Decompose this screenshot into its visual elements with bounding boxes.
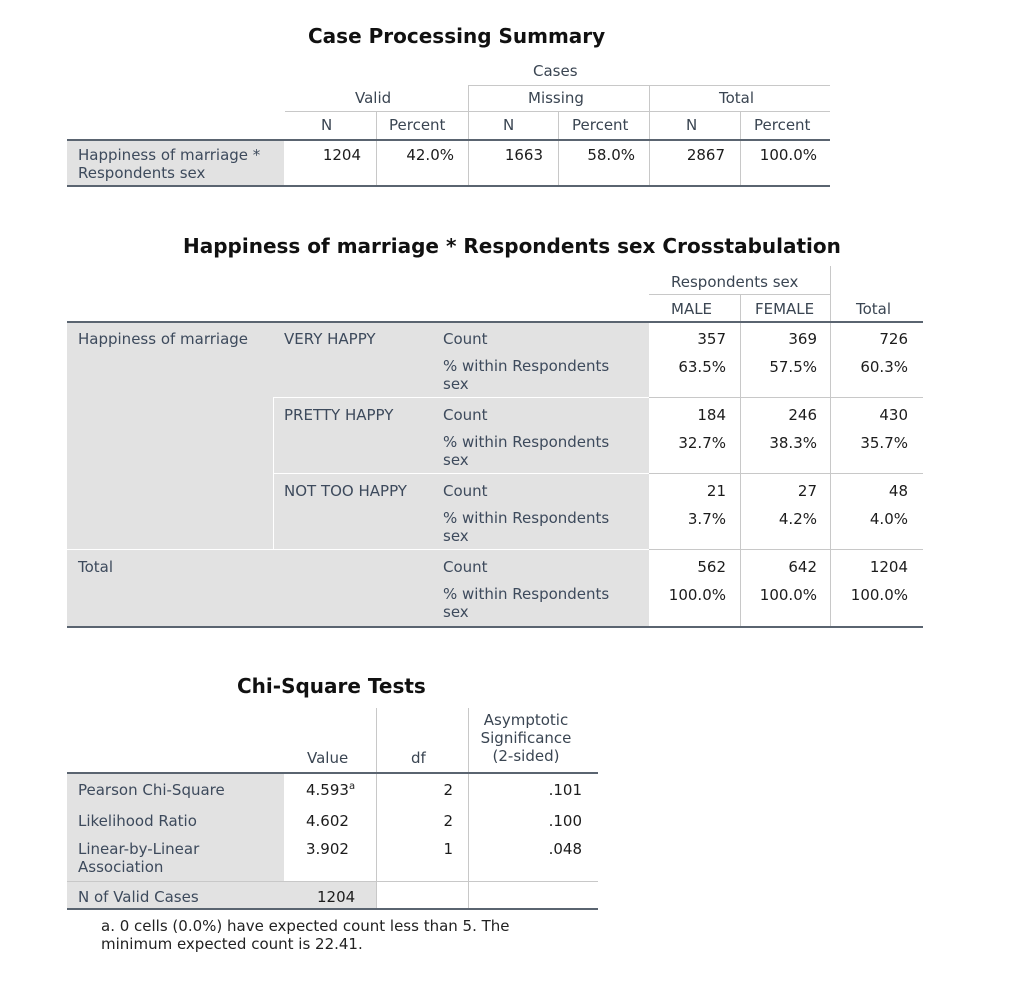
count-male: 21 bbox=[706, 482, 726, 500]
count-total: 1204 bbox=[869, 558, 908, 576]
missing-header: Missing bbox=[528, 89, 584, 107]
valid-percent-value: 42.0% bbox=[406, 146, 454, 164]
footnote-marker: a bbox=[348, 781, 356, 792]
count-label: Count bbox=[443, 330, 488, 348]
total-percent-value: 100.0% bbox=[759, 146, 817, 164]
count-male: 357 bbox=[697, 330, 726, 348]
chi-value: 3.902 bbox=[306, 840, 349, 858]
pct-total: 4.0% bbox=[869, 510, 908, 528]
count-total: 430 bbox=[879, 406, 908, 424]
col-divider bbox=[558, 111, 559, 139]
chi-df: 2 bbox=[443, 781, 453, 799]
count-female: 369 bbox=[788, 330, 817, 348]
cat-not-too-happy: NOT TOO HAPPY bbox=[284, 482, 407, 500]
group-divider-left bbox=[273, 473, 649, 474]
col-divider bbox=[649, 85, 650, 139]
cases-header: Cases bbox=[533, 62, 578, 80]
pct-label: % within Respondents sex bbox=[443, 585, 610, 621]
count-label: Count bbox=[443, 482, 488, 500]
col-divider bbox=[740, 111, 741, 139]
pct-female: 38.3% bbox=[769, 434, 817, 452]
chi-row-label: Pearson Chi-Square bbox=[78, 781, 225, 799]
count-total: 726 bbox=[879, 330, 908, 348]
count-male: 184 bbox=[697, 406, 726, 424]
count-female: 642 bbox=[788, 558, 817, 576]
cat-pretty-happy: PRETTY HAPPY bbox=[284, 406, 394, 424]
case-summary-row-label: Happiness of marriage * Respondents sex bbox=[78, 146, 261, 182]
chi-sig: .048 bbox=[548, 840, 582, 858]
pct-female: 57.5% bbox=[769, 358, 817, 376]
chi-value: 4.602 bbox=[306, 812, 349, 830]
total-group-label: Total bbox=[78, 558, 114, 576]
crosstab-title: Happiness of marriage * Respondents sex Crosstabulation bbox=[183, 234, 841, 258]
pct-label: % within Respondents sex bbox=[443, 357, 610, 393]
total-percent-header: Percent bbox=[754, 116, 811, 134]
total-n-header: N bbox=[686, 116, 698, 134]
pct-total: 100.0% bbox=[850, 586, 908, 604]
missing-n-header: N bbox=[503, 116, 515, 134]
pct-male: 32.7% bbox=[678, 434, 726, 452]
respondents-sex-header: Respondents sex bbox=[671, 273, 799, 291]
group-divider-left bbox=[67, 549, 649, 550]
chi-sig: .101 bbox=[548, 781, 582, 799]
chi-row-label: Linear-by-Linear Association bbox=[78, 840, 200, 876]
valid-n-value: 1204 bbox=[322, 146, 361, 164]
count-female: 246 bbox=[788, 406, 817, 424]
pct-male: 100.0% bbox=[668, 586, 726, 604]
col-divider bbox=[740, 294, 741, 322]
group-divider bbox=[649, 549, 923, 550]
pct-female: 4.2% bbox=[778, 510, 817, 528]
chi-sig: .100 bbox=[548, 812, 582, 830]
count-total: 48 bbox=[888, 482, 908, 500]
col-divider bbox=[830, 266, 831, 322]
pct-label: % within Respondents sex bbox=[443, 509, 610, 545]
male-header: MALE bbox=[671, 300, 713, 318]
col-divider bbox=[376, 708, 377, 772]
chi-value: 1204 bbox=[317, 888, 356, 906]
count-label: Count bbox=[443, 406, 488, 424]
df-header: df bbox=[411, 749, 426, 767]
col-divider bbox=[468, 708, 469, 772]
missing-percent-value: 58.0% bbox=[587, 146, 635, 164]
chi-value: 4.593$^a$ bbox=[306, 781, 356, 799]
missing-n-value: 1663 bbox=[504, 146, 543, 164]
total-n-value: 2867 bbox=[686, 146, 725, 164]
chi-square-title: Chi-Square Tests bbox=[237, 674, 426, 698]
pct-male: 3.7% bbox=[687, 510, 726, 528]
col-divider bbox=[468, 85, 469, 139]
col-divider bbox=[273, 397, 274, 549]
valid-percent-header: Percent bbox=[389, 116, 446, 134]
crosstab-bottom-rule bbox=[67, 626, 923, 628]
pct-total: 35.7% bbox=[860, 434, 908, 452]
female-header: FEMALE bbox=[755, 300, 815, 318]
crosstab-total-header: Total bbox=[856, 300, 892, 318]
count-male: 562 bbox=[697, 558, 726, 576]
chi-bottom-rule bbox=[67, 908, 598, 910]
chi-df: 1 bbox=[443, 840, 453, 858]
group-divider bbox=[649, 397, 923, 398]
case-summary-title: Case Processing Summary bbox=[308, 24, 606, 48]
group-divider bbox=[649, 473, 923, 474]
case-summary-bottom-rule bbox=[67, 185, 830, 187]
chi-row-label: N of Valid Cases bbox=[78, 888, 199, 906]
pct-female: 100.0% bbox=[759, 586, 817, 604]
count-label: Count bbox=[443, 558, 488, 576]
valid-n-header: N bbox=[321, 116, 333, 134]
valid-header: Valid bbox=[355, 89, 392, 107]
chi-df: 2 bbox=[443, 812, 453, 830]
pct-label: % within Respondents sex bbox=[443, 433, 610, 469]
count-female: 27 bbox=[797, 482, 817, 500]
chi-row-label: Likelihood Ratio bbox=[78, 812, 197, 830]
col-divider bbox=[376, 111, 377, 139]
significance-header: Asymptotic Significance (2-sided) bbox=[480, 711, 572, 765]
value-header: Value bbox=[307, 749, 349, 767]
total-header: Total bbox=[719, 89, 755, 107]
cat-very-happy: VERY HAPPY bbox=[284, 330, 376, 348]
pct-male: 63.5% bbox=[678, 358, 726, 376]
happiness-group-label: Happiness of marriage bbox=[78, 330, 249, 348]
missing-percent-header: Percent bbox=[572, 116, 629, 134]
pct-total: 60.3% bbox=[860, 358, 908, 376]
chi-footnote: a. 0 cells (0.0%) have expected count less than 5. The minimum expected count is 22.41. bbox=[101, 917, 510, 953]
